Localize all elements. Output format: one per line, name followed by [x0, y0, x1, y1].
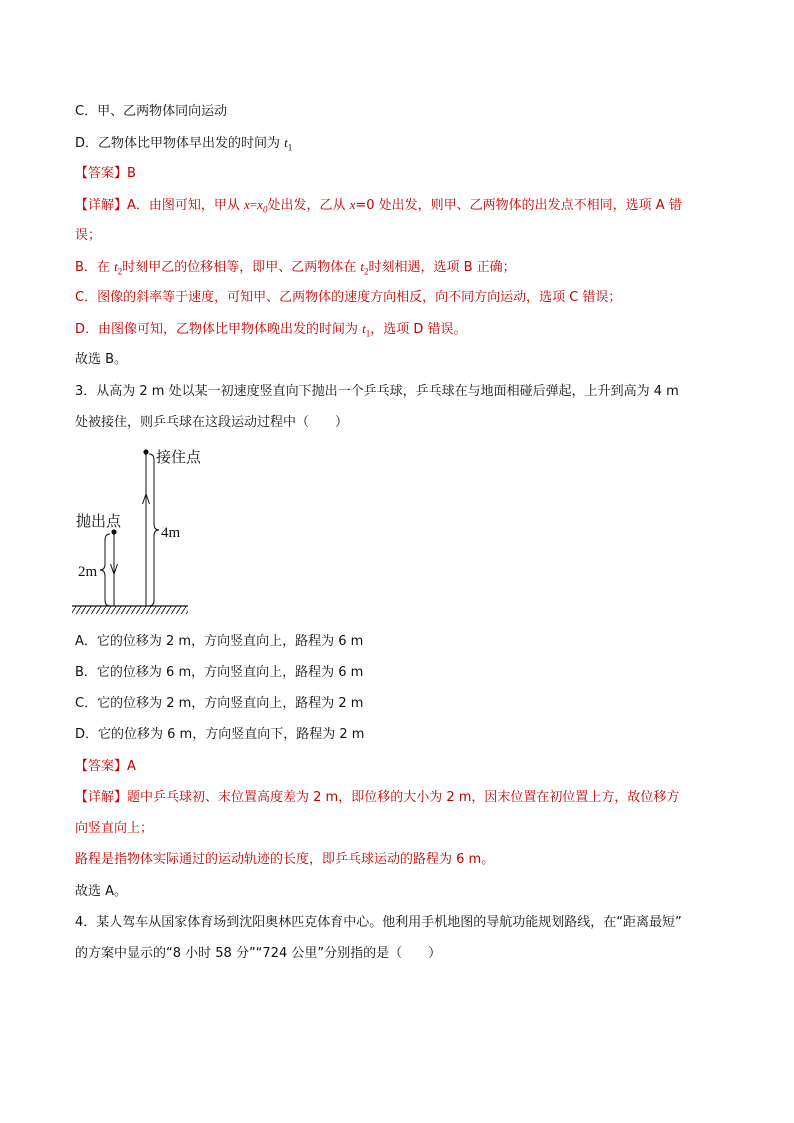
q2-detail-d-text-2: ，选项 D 错误。 — [370, 322, 467, 337]
q2-detail-d-var-t: t — [362, 321, 366, 336]
q2-detail-a-text-1: A．由图可知，甲从 — [127, 198, 245, 213]
q2-option-d — [75, 134, 292, 157]
q3-diagram — [70, 440, 200, 622]
catch-point-marker — [143, 449, 148, 454]
q2-detail-c: C．图像的斜率等于速度，可知甲、乙两物体的速度方向相反，向不同方向运动，选项 C 错误； — [75, 290, 622, 305]
q2-detail-a — [75, 196, 682, 219]
q3-stem-line-1: 3．从高为 2 m 处以某一初速度竖直向下抛出一个乒乓球，乒乓球在与地面相碰后弹起，上升到高为 4 m — [75, 384, 679, 399]
q2-option-d-var: t — [284, 135, 288, 150]
q3-stem-line-2: 处被接住，则乒乓球在这段运动过程中（ ） — [75, 415, 349, 430]
q2-detail-a-cont: 误； — [75, 228, 102, 243]
q3-option-d: D．它的位移为 6 m，方向竖直向下，路程为 2 m — [75, 727, 365, 742]
q3-answer — [75, 758, 136, 776]
q2-detail-b-var-t2: t — [360, 259, 364, 274]
q3-option-a: A．它的位移为 2 m，方向竖直向上，路程为 6 m — [75, 634, 364, 649]
catch-point-label: 接住点 — [156, 450, 200, 466]
q2-detail-b-sub2: 2 — [363, 266, 369, 277]
q2-detail-a-sub0: 0 — [262, 204, 268, 215]
q2-answer-label: 【答案】 — [75, 166, 128, 181]
q2-detail-b-var-t: t — [114, 259, 118, 274]
q3-detail-label: 【详解】 — [75, 790, 128, 805]
q2-option-c: C．甲、乙两物体同向运动 — [75, 104, 228, 119]
q2-option-d-text: D．乙物体比甲物体早出发的时间为 — [75, 136, 285, 151]
q2-option-d-sub: 1 — [287, 142, 293, 153]
q3-detail-text-1: 题中乒乓球初、末位置高度差为 2 m，即位移的大小为 2 m，因末位置在初位置上方，故位移方 — [127, 790, 680, 805]
q2-answer — [75, 165, 136, 183]
q3-answer-label: 【答案】 — [75, 759, 128, 774]
q2-conclusion: 故选 B。 — [75, 352, 128, 367]
q2-detail-d-sub: 1 — [365, 328, 371, 339]
q2-detail-a-var-x1: x — [244, 197, 250, 212]
throw-point-label: 抛出点 — [76, 514, 122, 530]
q2-detail-a-text-2: 处出发，乙从 — [267, 198, 350, 213]
q2-answer-value: B — [127, 166, 136, 181]
q2-detail-b-text-3: 时刻相遇，选项 B 正确； — [368, 260, 516, 275]
q3-conclusion: 故选 A。 — [75, 884, 128, 899]
ground-hatch — [72, 606, 188, 614]
q4-stem-line-1: 4．某人驾车从国家体育场到沈阳奥林匹克体育中心。他利用手机地图的导航功能规划路线，在“距离最短” — [75, 915, 682, 930]
q3-detail — [75, 789, 679, 807]
q2-detail-b-text-2: 时刻甲乙的位移相等，即甲、乙两物体在 — [122, 260, 361, 275]
q2-detail-d — [75, 320, 467, 343]
q2-detail-b — [75, 258, 516, 281]
q2-detail-d-text-1: D．由图像可知，乙物体比甲物体晚出发的时间为 — [75, 322, 363, 337]
q2-detail-a-var-x0: x — [257, 197, 263, 212]
q2-detail-b-sub: 2 — [117, 266, 123, 277]
q3-option-c: C．它的位移为 2 m，方向竖直向上，路程为 2 m — [75, 696, 364, 711]
q3-detail-path: 路程是指物体实际通过的运动轨迹的长度，即乒乓球运动的路程为 6 m。 — [75, 852, 495, 867]
q3-option-b: B．它的位移为 6 m，方向竖直向上，路程为 6 m — [75, 665, 364, 680]
q2-detail-b-text-1: B．在 — [75, 260, 115, 275]
q2-detail-a-text-3: =0 处出发，则甲、乙两物体的出发点不相同，选项 A 错 — [355, 198, 682, 213]
q3-diagram-svg — [70, 440, 200, 622]
q3-answer-value: A — [127, 759, 136, 774]
q4-stem-line-2: 的方案中显示的“8 小时 58 分”“724 公里”分别指的是（ ） — [75, 946, 442, 961]
q2-detail-a-eq: = — [249, 197, 258, 212]
q2-detail-label: 【详解】 — [75, 198, 128, 213]
q2-detail-a-var-x2: x — [349, 197, 356, 212]
brace-2m — [100, 534, 110, 606]
brace-4m — [149, 454, 159, 606]
throw-point-marker — [111, 529, 116, 534]
q3-detail-cont: 向竖直向上； — [75, 821, 154, 836]
height-2m-label: 2m — [78, 564, 98, 580]
height-4m-label: 4m — [161, 525, 181, 541]
